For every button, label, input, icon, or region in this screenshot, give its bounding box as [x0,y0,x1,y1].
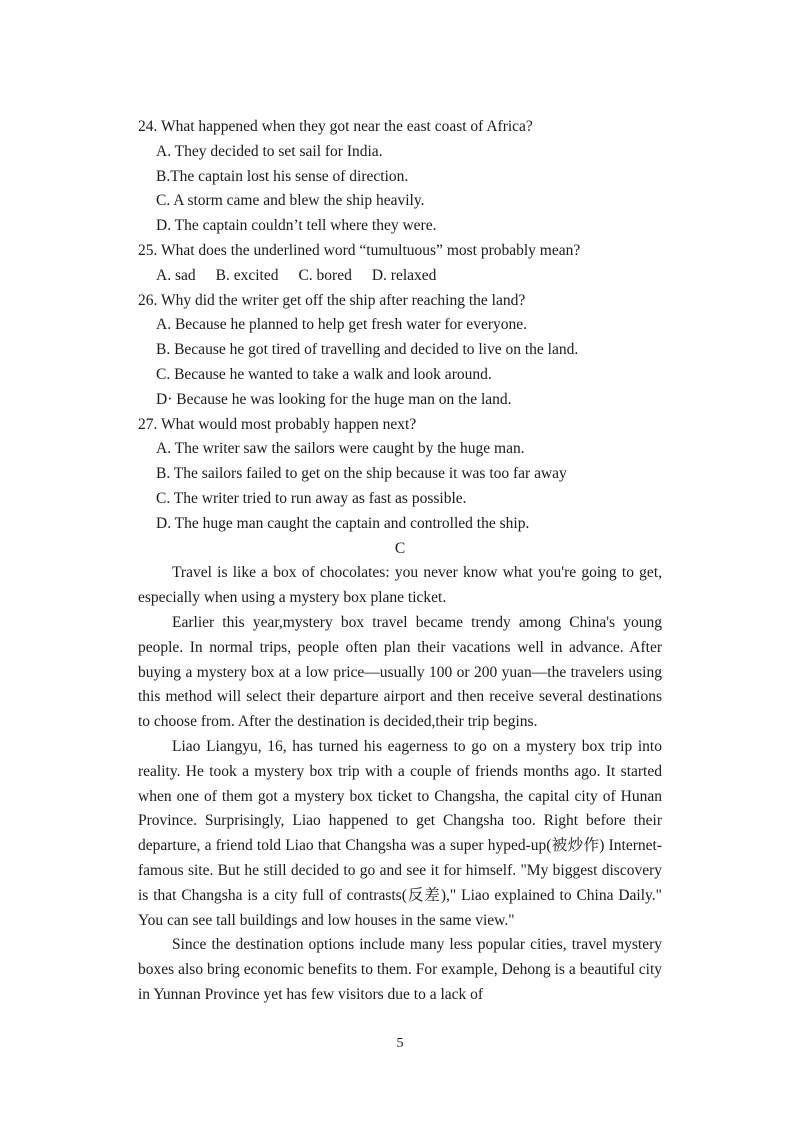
page-number: 5 [396,1036,404,1051]
option-a: A. The writer saw the sailors were caught by the huge man. [156,440,525,458]
option-d: D. The captain couldn’t tell where they were. [156,217,437,235]
question-stem [138,239,662,264]
passage-paragraph-3: Liao Liangyu, 16, has turned his eagerness to go on a mystery box trip into reality. He took a mystery box trip with a couple of friends months ago. It started when one of them got a mystery box ticket to Changsha, the capital city of Hunan Province. Surprisingly, Liao happened to get Changsha too. Right before their departure, a friend told Liao that Changsha was a super hyped-up(被炒作) Internet-famous site. But he still decided to go and see it for himself. "My biggest discovery is that Changsha is a city full of contrasts(反差)," Liao explained to China Daily." You can see tall buildings and low houses in the same view." [138,737,662,929]
option-d: D. The huge man caught the captain and controlled the ship. [156,514,530,532]
passage-paragraph-1: Travel is like a box of chocolates: you never know what you're going to get, especially when using a mystery box plane ticket. [138,564,662,607]
question-stem: 26. Why did the writer get off the ship after reaching the land? [138,291,526,309]
option-c: C. bored [298,266,352,284]
underlined-word: “tumultuous” [359,241,443,259]
option-d: D. relaxed [371,266,437,284]
option-c: C. Because he wanted to take a walk and look around. [156,365,492,383]
option-a: A. They decided to set sail for India. [156,142,383,160]
option-a: A. sad [156,266,196,284]
options-row [138,264,662,289]
stem-part: 25. What does the underlined word [138,241,360,259]
passage-paragraph-2: Earlier this year,mystery box travel became trendy among China's young people. In normal trips, people often plan their vacations well in advance. After buying a mystery box at a low price—usually 100 or 200 yuan—the travelers using this method will select their departure airport and then receive several destinations to choose from. After the destination is decided,their trip begins. [138,613,662,731]
stem-part: most probably mean? [442,241,581,259]
exam-page-content [138,115,662,1008]
option-b: B.The captain lost his sense of direction. [156,167,409,185]
option-c: C. A storm came and blew the ship heavily. [156,192,425,210]
question-26 [138,289,662,413]
option-d: D· Because he was looking for the huge man on the land. [156,390,512,408]
question-stem: 24. What happened when they got near the east coast of Africa? [138,118,533,135]
question-stem: 27. What would most probably happen next? [138,415,417,433]
option-c: C. The writer tried to run away as fast as possible. [156,489,467,507]
section-heading: C [394,539,406,557]
option-a: A. Because he planned to help get fresh water for everyone. [156,316,527,334]
passage-paragraph-4: Since the destination options include many less popular cities, travel mystery boxes also bring economic benefits to them. For example, Dehong is a beautiful city in Yunnan Province yet has few visitors due to a lack of [138,936,662,1003]
option-b: B. excited [215,266,279,284]
option-b: B. Because he got tired of travelling and decided to live on the land. [156,341,579,359]
question-25 [138,239,662,289]
question-24 [138,115,662,239]
question-27 [138,413,662,537]
option-b: B. The sailors failed to get on the ship because it was too far away [156,465,567,483]
